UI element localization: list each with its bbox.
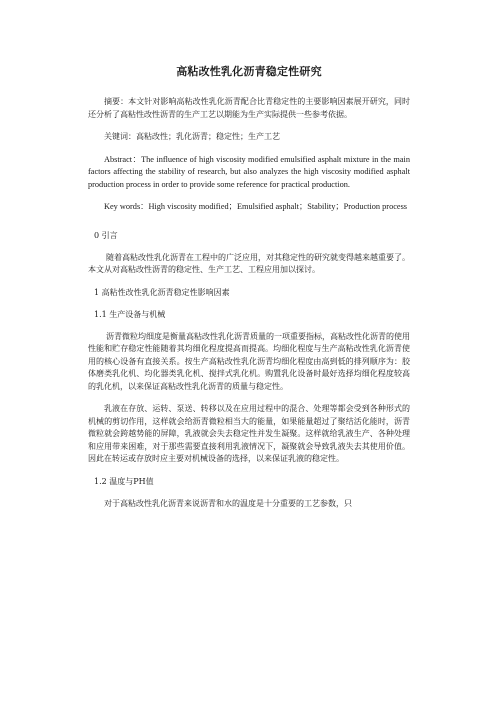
section-1-2-paragraph-1: 对于高粘改性乳化沥青来说沥青和水的温度是十分重要的工艺参数，只 [104,498,352,508]
section-1-2-heading: 1.2 温度与PH值 [94,476,154,486]
document-body [88,64,410,510]
keywords-en: Key words：High viscosity modified；Emulsified asphalt；Stability；Production process [104,202,408,211]
section-1-1-paragraph-1: 沥青微粒均细度是衡量高粘改性乳化沥青质量的一项重要指标，高粘改性化沥青的使用性能和贮存稳定性能随着其均细化程度提高而提高。均细化程度与生产高粘改性乳化沥青使用的核心设备有直接关系。按生产高粘改性乳化沥青均细化程度由高到低的排列顺序为：胶体磨类乳化机、均化器类乳化机、搅拌式乳化机。购置乳化设备时最好选择均细化程度较高的乳化机，以来保证高粘改性乳化沥青的质量与稳定性。 [88,331,410,391]
section-0-paragraph-1: 随着高粘改性乳化沥青在工程中的广泛应用，对其稳定性的研究就变得越来越重要了。本文从对高粘改性沥青的稳定性、生产工艺、工程应用加以探讨。 [88,252,410,274]
document-title: 高粘改性乳化沥青稳定性研究 [176,65,322,78]
section-1-1-heading: 1.1 生产设备与机械 [94,309,166,319]
keywords-cn: 关键词：高粘改性；乳化沥青；稳定性；生产工艺 [104,132,280,141]
abstract-cn: 摘要：本文针对影响高粘改性乳化沥青配合比青稳定性的主要影响因素展开研究，同时还分析了高粘性改性沥青的生产工艺以期能为生产实际提供一些参考依据。 [88,97,410,119]
section-0-heading: 0 引言 [94,230,118,240]
abstract-en: Abstract：The influence of high viscosity modified emulsified asphalt mixture in the main factors affecting the stability of research, but also analyzes the high viscosity modified asphalt production process in order to provide some reference for practical production. [88,154,410,189]
section-1-1-paragraph-2: 乳液在存放、运转、泵送、转移以及在应用过程中的混合、处理等都会受到各种形式的机械的剪切作用，这样就会给沥青微粒相当大的能量，如果能量超过了聚结活化能时，沥青微粒就会跨越势能的屏障，乳液就会失去稳定性并发生凝聚。这样就给乳液生产、各种处理和应用带来困难，对于那些需要直接利用乳液情况下，凝聚就会导致乳液失去其使用价值。因此在转运或存放时应主要对机械设备的选择，以来保证乳液的稳定性。 [88,404,410,463]
section-1-heading: 1 高粘性改性乳化沥青稳定性影响因素 [94,287,230,297]
